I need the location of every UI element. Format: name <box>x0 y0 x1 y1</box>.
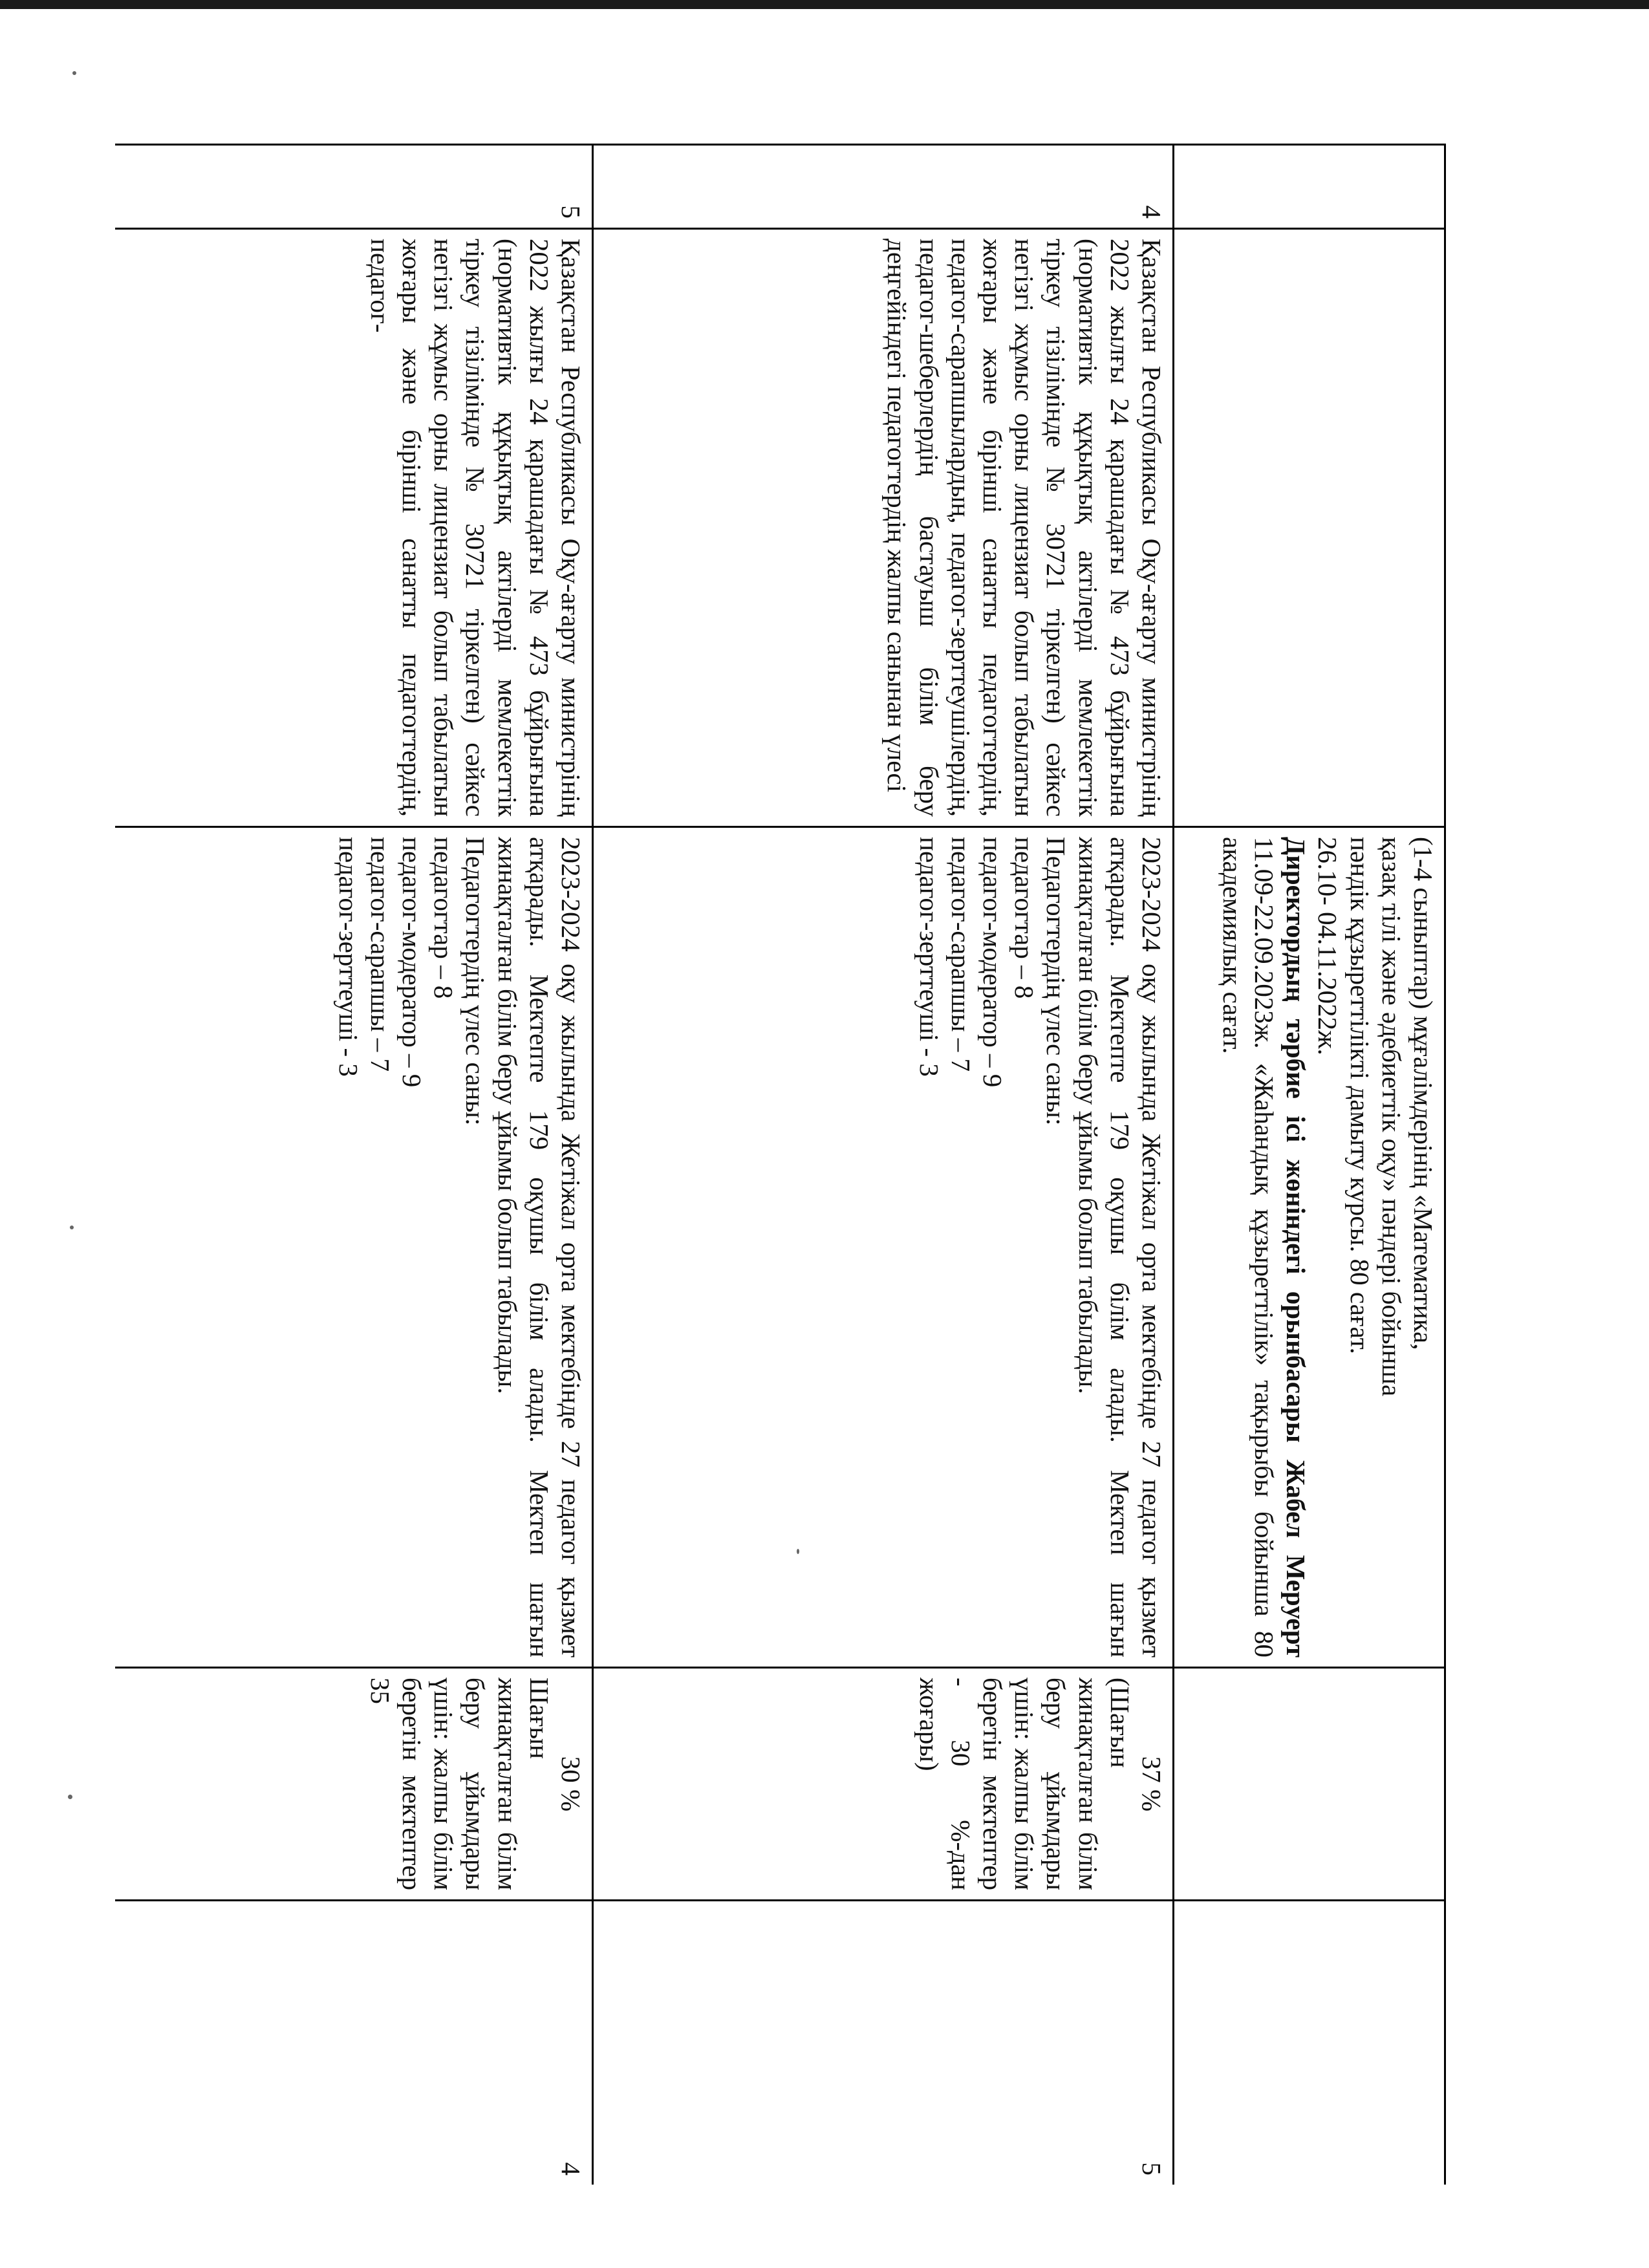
criterion-cell <box>1174 229 1445 827</box>
row-number <box>1174 145 1445 229</box>
scan-speck <box>70 1226 74 1229</box>
score-cell <box>1174 1901 1445 2185</box>
detail-line: педагог-зерттеуші - 3 <box>914 837 944 1077</box>
deputy-name: Директордың тәрбие ісі жөніндегі орынбасары Жабел Меруерт <box>1281 837 1311 1658</box>
row-number: 5 <box>115 145 593 229</box>
detail-line: педагог-сарапшы – 7 <box>365 837 395 1072</box>
detail-line: педагогтар – 8 <box>1009 837 1040 999</box>
value-note: Шағын жинақталған білім беру ұйымдары үшін: жалпы білім беретін мектептер 35 <box>365 1678 554 1890</box>
value-cell <box>1174 1668 1445 1901</box>
rotated-page <box>115 144 1446 2185</box>
criteria-table <box>115 144 1446 2185</box>
value-cell <box>115 1668 593 1901</box>
value-note: (Шағын жинақталған білім беру ұйымдары үшін: жалпы білім беретін мектептер - 30 %-дан жоғары) <box>914 1678 1135 1890</box>
course-line: қазақ тілі және әдебиеттік оқу» пәндері бойынша <box>1376 837 1406 1397</box>
detail-line: педагог-сарапшы – 7 <box>945 837 976 1072</box>
table-row-top <box>1174 145 1445 2185</box>
scan-speck <box>72 71 76 75</box>
table-row-4 <box>593 145 1174 2185</box>
detail-line: педагог-модератор – 9 <box>978 837 1008 1088</box>
value-cell <box>593 1668 1174 1901</box>
detail-line: педагогтар – 8 <box>429 837 459 999</box>
detail-line: педагог-модератор – 9 <box>397 837 427 1088</box>
details-cell <box>593 827 1174 1668</box>
school-summary: 2023-2024 оқу жылында Жетіжал орта мектебінде 27 педагог қызмет атқарады. Мектепте 179 оқушы білім алады. Мектеп шағын жинақталған білім беру ұйымы болып табылады. <box>492 837 586 1658</box>
scan-speck <box>797 1549 799 1554</box>
detail-line: Педагогтердің үлес саны: <box>460 837 491 1126</box>
scan-speck <box>68 1795 72 1799</box>
criterion-cell: Қазақстан Республикасы Оқу-ағарту министрінің 2022 жылғы 24 қарашадағы № 473 бұйрығына (нормативтік құқықтық актілерді мемлекеттік тіркеу тізілімінде № 30721 тіркелген) сәйкес негізгі жұмыс орны лицензиат болып табылатын жоғары және бірінші санатты педагогтердің, педагог- <box>115 229 593 827</box>
document-table-frame <box>115 144 1446 2185</box>
score-cell: 4 <box>115 1901 593 2185</box>
details-cell <box>1174 827 1445 1668</box>
course-line: (1-4 сыныптар) мұғалімдерінің «Математика, <box>1408 837 1438 1350</box>
score-cell: 5 <box>593 1901 1174 2185</box>
detail-line: Педагогтердің үлес саны: <box>1041 837 1072 1126</box>
criterion-cell: Қазақстан Республикасы Оқу-ағарту министрінің 2022 жылғы 24 қарашадағы № 473 бұйрығына (нормативтік құқықтық актілерді мемлекеттік тіркеу тізілімінде № 30721 тіркелген) сәйкес негізгі жұмыс орны лицензиат болып табылатын жоғары және бірінші санатты педагогтердің, педагог-сарапшылардың, педагог-зерттеушілердің, педагог-шеберлердің бастауыш білім беру деңгейіндегі педагогтердің жалпы санынан үлесі <box>593 229 1174 827</box>
percent-value: 30 % <box>556 1756 586 1812</box>
row-number: 4 <box>593 145 1174 229</box>
scan-edge <box>0 0 1649 9</box>
table-row-5 <box>115 145 593 2185</box>
course-line: 26.10- 04.11.2022ж. <box>1313 837 1343 1055</box>
school-summary: 2023-2024 оқу жылында Жетіжал орта мектебінде 27 педагог қызмет атқарады. Мектепте 179 оқушы білім алады. Мектеп шағын жинақталған білім беру ұйымы болып табылады. <box>1073 837 1167 1658</box>
course-line: пәндік құзыреттілікті дамыту курсы. 80 сағат. <box>1344 837 1375 1354</box>
percent-value: 37 % <box>1137 1756 1167 1812</box>
deputy-course: 11.09-22.09.2023ж. «Жаһандық құзыреттілік» тақырыбы бойынша 80 академиялық сағат. <box>1217 837 1280 1658</box>
details-cell <box>115 827 593 1668</box>
detail-line: педагог-зерттеуші - 3 <box>333 837 363 1077</box>
